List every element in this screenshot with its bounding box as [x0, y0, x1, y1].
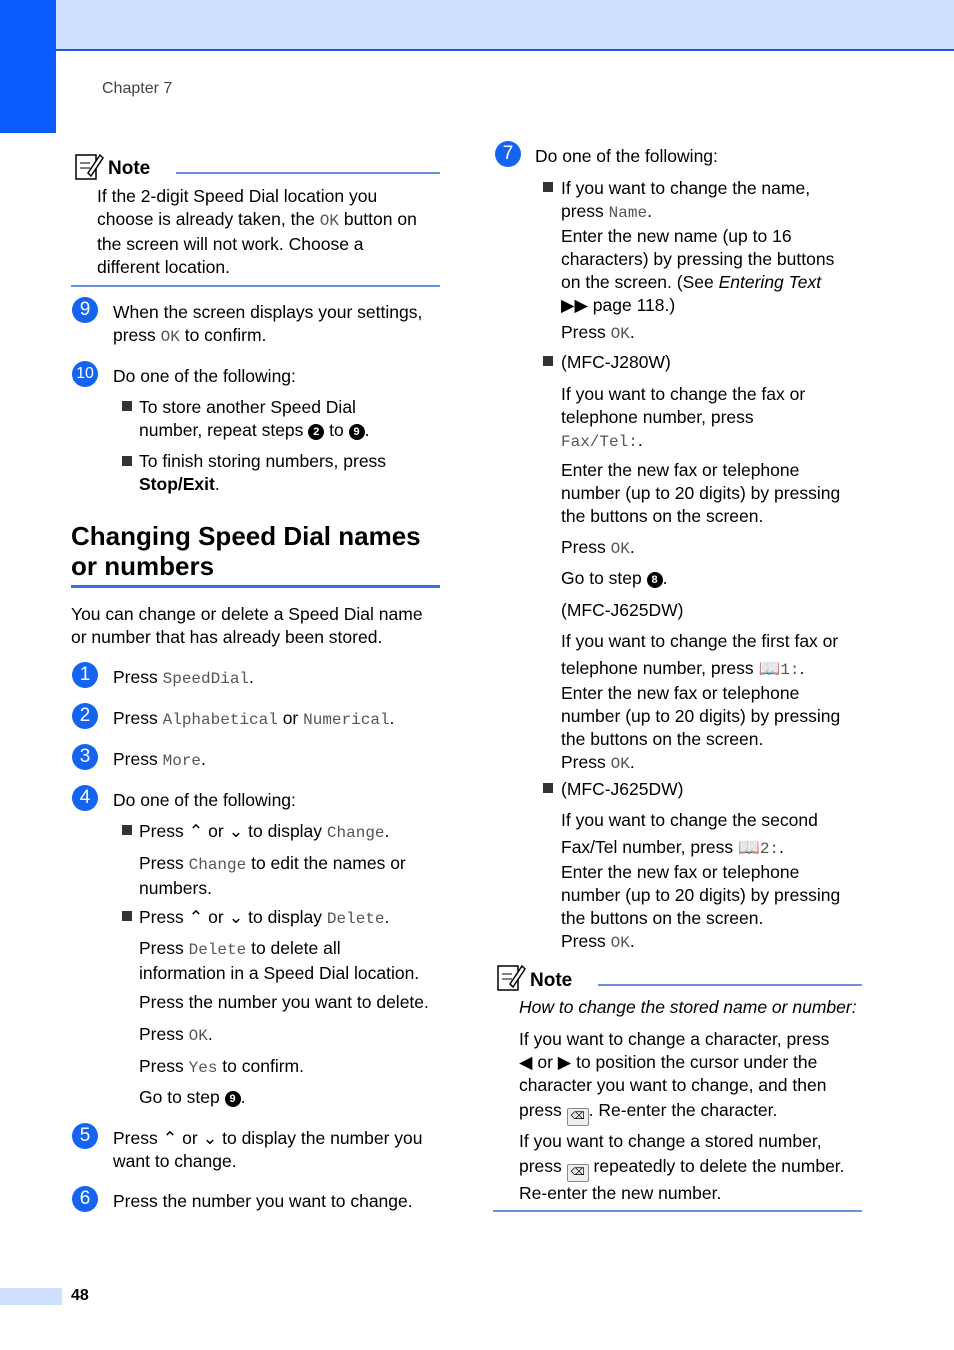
left-arrow-icon: ◀ [519, 1052, 533, 1072]
backspace-key-icon: ⌫ [567, 1108, 589, 1126]
step-number: 10 [72, 361, 98, 387]
bullet-text: If you want to change the name, press Name. Enter the new name (up to 16 characters) by pressing the buttons on the screen. (See Entering Text ▶▶ page 118.) [561, 178, 835, 315]
note-bottom-rule [493, 1210, 862, 1212]
bullet-text: Press ⌃ or ⌄ to display Delete. [139, 907, 390, 928]
step-text: When the screen displays your settings, press OK to confirm. [113, 302, 423, 346]
page-number: 48 [71, 1287, 89, 1304]
up-arrow-icon: ⌃ [188, 821, 204, 841]
note-rule [176, 172, 440, 174]
step-number: 5 [72, 1123, 98, 1149]
double-arrow-icon: ▶▶ [561, 295, 588, 315]
backspace-key-icon: ⌫ [567, 1164, 589, 1182]
step-text: Press More. [113, 749, 206, 770]
down-arrow-icon: ⌄ [228, 821, 244, 841]
step-number: 2 [72, 703, 98, 729]
bullet-detail: (MFC-J625DW) [561, 600, 684, 620]
bullet [543, 356, 553, 366]
note-subtitle: How to change the stored name or number: [519, 997, 857, 1017]
bullet-detail: Press OK. [561, 322, 635, 343]
right-arrow-icon: ▶ [557, 1052, 572, 1072]
up-arrow-icon: ⌃ [188, 907, 204, 927]
bullet-detail: Press the number you want to delete. [139, 992, 429, 1012]
up-arrow-icon: ⌃ [162, 1128, 178, 1148]
note-bottom-rule [71, 285, 440, 287]
bullet-text: Press ⌃ or ⌄ to display Change. [139, 821, 390, 842]
note-rule [598, 984, 862, 986]
bullet-detail: Press OK. [561, 537, 635, 558]
bullet-detail: Press OK. [139, 1024, 213, 1045]
bullet-detail: If you want to change the first fax or telephone number, press 📖1:. Enter the new fax or telephone number (up to 20 digits) by pressing the buttons on the screen. Press OK. [561, 631, 841, 773]
step-text: Press SpeedDial. [113, 667, 254, 688]
bullet-detail: Enter the new fax or telephone number (up to 20 digits) by pressing the buttons on the screen. [561, 460, 841, 526]
bullet-detail: If you want to change the fax or telephone number, press Fax/Tel:. [561, 384, 806, 451]
bullet-text: (MFC-J280W) [561, 352, 671, 372]
chapter-tab [0, 0, 56, 133]
step-number: 7 [495, 141, 521, 167]
note-title: Note [108, 158, 151, 179]
step-number: 9 [72, 297, 98, 323]
header-bar [0, 0, 954, 51]
bullet [122, 825, 132, 835]
book-icon: 📖 [738, 837, 760, 857]
bullet-text: (MFC-J625DW) [561, 779, 684, 799]
note-icon [496, 962, 526, 992]
step-number: 3 [72, 744, 98, 770]
down-arrow-icon: ⌄ [202, 1128, 218, 1148]
note-title: Note [530, 970, 573, 991]
step-text: Do one of the following: [113, 366, 296, 386]
section-heading: Changing Speed Dial names or numbers [71, 521, 421, 581]
step-text: Do one of the following: [113, 790, 296, 810]
bullet [122, 911, 132, 921]
note-icon [74, 151, 104, 181]
step-text: Do one of the following: [535, 146, 718, 166]
bullet-detail: Go to step 9 . [139, 1087, 246, 1107]
note-text: If you want to change a character, press ◀ or ▶ to position the cursor under the character you want to change, and then press ⌫ . Re-enter the character. [519, 1028, 829, 1126]
book-icon: 📖 [758, 658, 781, 678]
step-number: 6 [72, 1186, 98, 1212]
step-text: Press ⌃ or ⌄ to display the number you want to change. [113, 1128, 423, 1171]
bullet [122, 456, 132, 466]
section-rule [71, 585, 440, 588]
bullet-detail: If you want to change the second Fax/Tel number, press 📖2:. Enter the new fax or telephone number (up to 20 digits) by pressing the buttons on the screen. Press OK. [561, 810, 841, 952]
bullet [543, 783, 553, 793]
bullet-detail: Press Delete to delete all information in a Speed Dial location. [139, 938, 420, 983]
bullet-detail: Go to step 8 . [561, 568, 668, 588]
bullet-detail: Press Change to edit the names or numbers. [139, 853, 406, 898]
bullet-text: To finish storing numbers, press Stop/Exit. [139, 451, 387, 494]
footer-bar [0, 1288, 62, 1305]
note-text: If the 2-digit Speed Dial location you choose is already taken, the OK button on the screen will not work. Choose a different location. [97, 186, 417, 277]
down-arrow-icon: ⌄ [228, 907, 244, 927]
chapter-label: Chapter 7 [102, 80, 173, 97]
step-text: Press Alphabetical or Numerical. [113, 708, 395, 729]
bullet-detail: Press Yes to confirm. [139, 1056, 304, 1077]
step-number: 1 [72, 662, 98, 688]
bullet-text: To store another Speed Dial number, repeat steps 2 to 9 . [139, 397, 370, 440]
section-intro: You can change or delete a Speed Dial name or number that has already been stored. [71, 604, 423, 647]
step-number: 4 [72, 785, 98, 811]
step-text: Press the number you want to change. [113, 1191, 413, 1211]
note-text: If you want to change a stored number, press ⌫ repeatedly to delete the number. Re-enter the new number. [519, 1131, 845, 1203]
bullet [122, 401, 132, 411]
bullet [543, 182, 553, 192]
